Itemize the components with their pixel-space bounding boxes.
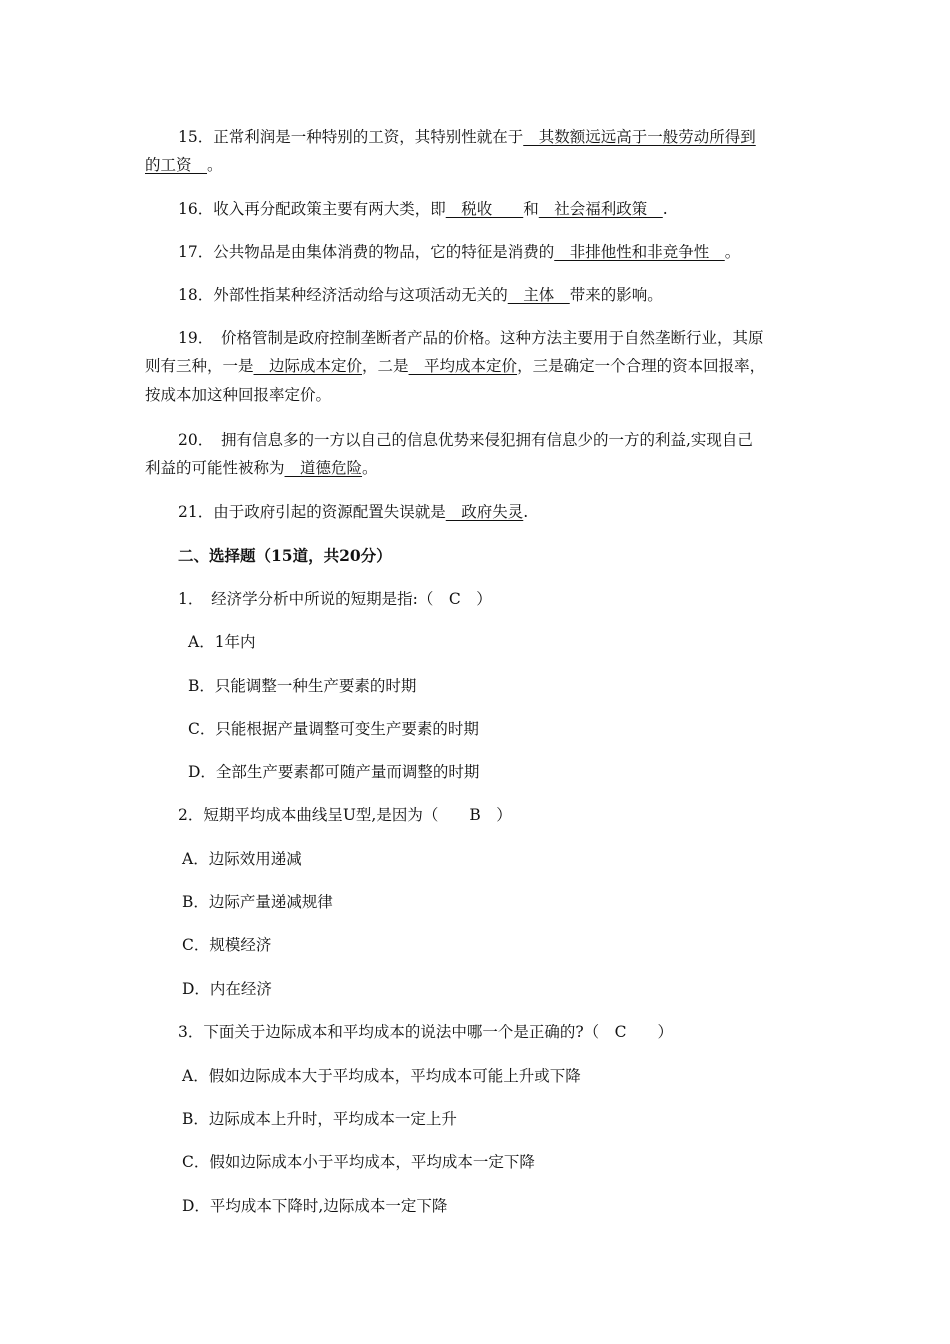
q20-line2 — [145, 458, 825, 479]
q20-line1: 20． 拥有信息多的一方以自己的信息优势来侵犯拥有信息少的一方的利益,实现自己 — [178, 431, 753, 449]
q15-answer: 其数额远远高于一般劳动所得到 — [523, 128, 756, 146]
q15-text: 15．正常利润是一种特别的工资，其特别性就在于 — [178, 128, 524, 146]
choice-2-option-d: D．内在经济 — [182, 980, 272, 998]
q16-and: 和 — [523, 200, 539, 218]
q15-line2 — [145, 155, 825, 176]
choice-3-stem: 3．下面关于边际成本和平均成本的说法中哪一个是正确的?（ C ） — [178, 1023, 674, 1041]
q20-text: 利益的可能性被称为 — [145, 459, 285, 477]
section-title: 二、选择题（15道，共20分） — [178, 546, 392, 565]
q19-tail: ，三是确定一个合理的资本回报率， — [517, 357, 766, 375]
choice-1-option-d: D．全部生产要素都可随产量而调整的时期 — [188, 763, 480, 781]
choice-1-option-a: A．1年内 — [188, 633, 256, 651]
choice-3-option-c: C．假如边际成本小于平均成本，平均成本一定下降 — [182, 1153, 535, 1171]
choice-3-option-b: B．边际成本上升时，平均成本一定上升 — [182, 1110, 457, 1128]
q18-end: 带来的影响。 — [569, 286, 663, 304]
q21-answer: 政府失灵 — [445, 503, 524, 521]
choice-3-option-d: D．平均成本下降时,边际成本一定下降 — [182, 1197, 448, 1215]
choice-2-option-a: A．边际效用递减 — [182, 850, 302, 868]
q17-end: 。 — [724, 243, 741, 261]
choice-1-option-b: B．只能调整一种生产要素的时期 — [188, 677, 417, 695]
q18-answer: 主体 — [507, 286, 570, 304]
q17-answer: 非排他性和非竞争性 — [554, 243, 725, 261]
q16-answer-2: 社会福利政策 — [538, 200, 663, 218]
choice-2-stem: 2．短期平均成本曲线呈U型,是因为（ B ） — [178, 806, 512, 824]
q15-line1 — [178, 127, 858, 148]
q16-end: . — [662, 200, 668, 218]
q21-end: . — [523, 503, 529, 521]
q17-text: 17．公共物品是由集体消费的物品，它的特征是消费的 — [178, 243, 555, 261]
q19-mid: ，二是 — [362, 357, 409, 375]
q19-text: 则有三种，一是 — [145, 357, 254, 375]
choice-1-option-c: C．只能根据产量调整可变生产要素的时期 — [188, 720, 479, 738]
choice-2-option-b: B．边际产量递减规律 — [182, 893, 333, 911]
q19-line2 — [145, 356, 825, 377]
q20-end: 。 — [362, 459, 378, 477]
choice-1-stem: 1． 经济学分析中所说的短期是指:（ C ） — [178, 590, 492, 608]
q21-line — [178, 502, 858, 523]
q19-line3: 按成本加这种回报率定价。 — [145, 386, 332, 404]
q16-answer-1: 税收 — [445, 200, 524, 218]
choice-2-option-c: C．规模经济 — [182, 936, 272, 954]
q15-answer-cont: 的工资 — [145, 156, 208, 174]
q16-text: 16．收入再分配政策主要有两大类，即 — [178, 200, 446, 218]
q18-text: 18．外部性指某种经济活动给与这项活动无关的 — [178, 286, 508, 304]
q17-line — [178, 242, 858, 263]
q18-line — [178, 285, 858, 306]
q19-line1: 19． 价格管制是政府控制垄断者产品的价格。这种方法主要用于自然垄断行业，其原 — [178, 329, 764, 347]
choice-3-option-a: A．假如边际成本大于平均成本，平均成本可能上升或下降 — [182, 1067, 581, 1085]
q20-answer: 道德危险 — [284, 459, 363, 477]
q16-line — [178, 199, 858, 220]
q19-answer-1: 边际成本定价 — [253, 357, 363, 375]
q21-text: 21．由于政府引起的资源配置失误就是 — [178, 503, 446, 521]
q19-answer-2: 平均成本定价 — [408, 357, 518, 375]
q15-end: 。 — [207, 156, 223, 174]
